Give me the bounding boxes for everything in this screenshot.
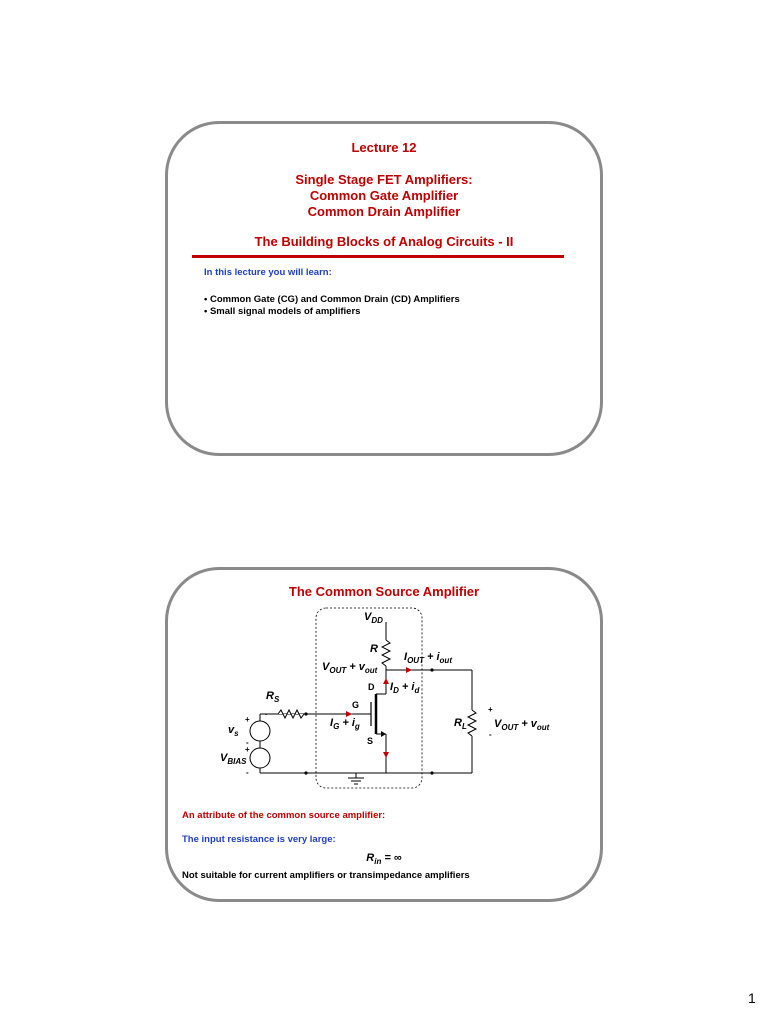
- rin-value: = ∞: [381, 852, 402, 864]
- ig-label: $I_G + i_g$: [330, 717, 360, 731]
- dashed-boundary: [316, 608, 422, 788]
- vs-label: $v_s$: [228, 724, 239, 738]
- source-resistor: [278, 710, 304, 718]
- conclusion-text: Not suitable for current amplifiers or transimpedance amplifiers: [182, 870, 470, 881]
- vbias-minus: -: [246, 768, 249, 777]
- lecture-subtitle: The Building Blocks of Analog Circuits - II: [254, 234, 514, 249]
- attribute-text: An attribute of the common source amplifier:: [182, 810, 386, 821]
- vs-plus: +: [245, 715, 250, 724]
- vbias-label: $V_{BIAS}$: [220, 752, 247, 766]
- title-line-3: Common Drain Amplifier: [307, 204, 461, 219]
- vout-minus: -: [489, 730, 492, 739]
- vs-minus: -: [246, 738, 249, 747]
- terminal-dot: [430, 771, 433, 774]
- bullet-item: • Small signal models of amplifiers: [204, 306, 361, 317]
- bullet-item: • Common Gate (CG) and Common Drain (CD) Amplifiers: [204, 294, 460, 305]
- vbias-source-icon: [250, 748, 270, 768]
- rl-label: $R_L$: [454, 717, 467, 731]
- rin-symbol: R: [366, 852, 375, 864]
- rin-equation: [168, 852, 600, 866]
- mosfet-arrow-icon: [381, 731, 386, 737]
- gate-label: G: [352, 700, 360, 710]
- is-arrow-icon: [383, 752, 389, 758]
- page-number: 1: [748, 990, 756, 1006]
- iout-arrow-icon: [406, 667, 412, 673]
- drain-resistor: [382, 640, 390, 666]
- terminal-dot: [304, 771, 307, 774]
- title-line-1: Single Stage FET Amplifiers:: [295, 172, 473, 187]
- source-label: S: [367, 736, 374, 746]
- vout-plus: +: [488, 705, 493, 714]
- lecture-number: Lecture 12: [351, 140, 417, 155]
- id-arrow-icon: [383, 678, 389, 684]
- vout-node-label: $V_{OUT} + v_{out}$: [322, 661, 378, 675]
- learn-heading: In this lecture you will learn:: [204, 267, 332, 278]
- drain-label: D: [368, 682, 375, 692]
- title-divider: [192, 255, 564, 258]
- rin-subscript: in: [374, 857, 382, 867]
- terminal-dot: [304, 712, 307, 715]
- r-label: R: [370, 643, 378, 655]
- common-source-circuit-diagram: [168, 600, 600, 820]
- slide-1: [165, 121, 603, 456]
- terminal-dot: [430, 668, 433, 671]
- vs-source-icon: [250, 721, 270, 741]
- id-label: $I_D + i_d$: [390, 681, 420, 695]
- vout-load-label: $V_{OUT} + v_{out}$: [494, 718, 550, 732]
- title-line-2: Common Gate Amplifier: [309, 188, 459, 203]
- input-resistance-text: The input resistance is very large:: [182, 834, 336, 845]
- slide-2: [165, 567, 603, 902]
- rs-label: $R_S$: [266, 690, 280, 704]
- vdd-label: $V_{DD}$: [364, 611, 383, 625]
- slide-title: The Common Source Amplifier: [288, 584, 480, 599]
- load-resistor: [468, 710, 476, 736]
- iout-label: $I_{OUT} + i_{out}$: [404, 651, 452, 665]
- vbias-plus: +: [245, 745, 250, 754]
